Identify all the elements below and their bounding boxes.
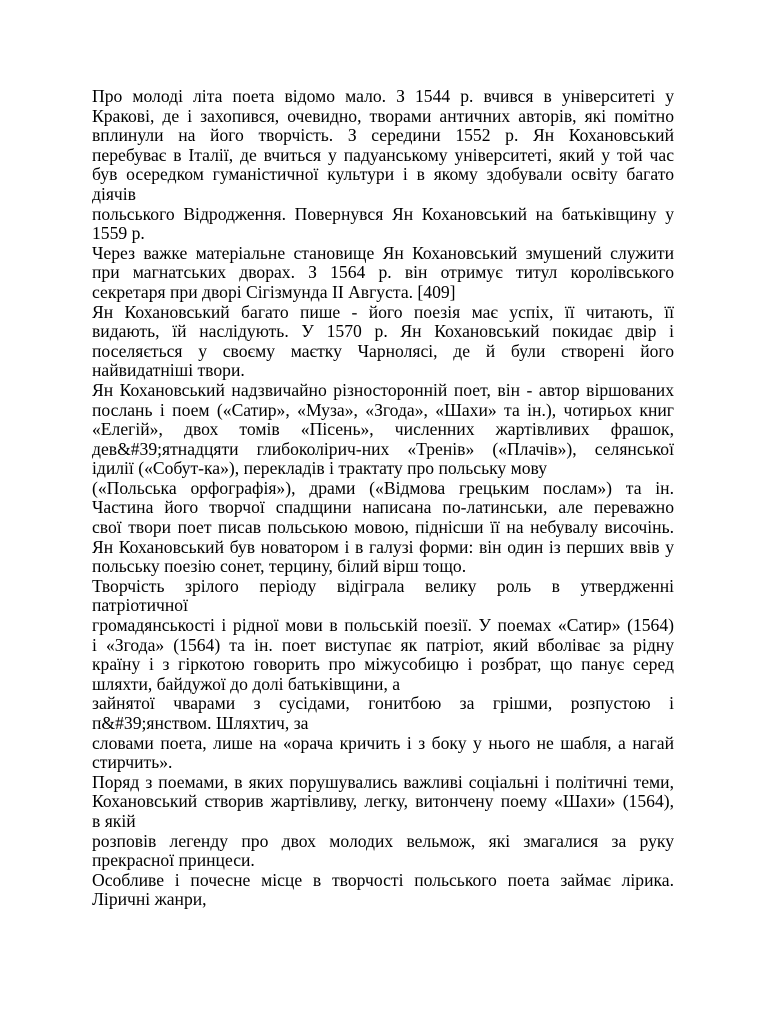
text-line: розповів легенду про двох молодих вельмож, які змагалися за руку — [92, 830, 674, 851]
text-line: зайнятої чварами з сусідами, гонитбою за грішми, розпустою і — [92, 693, 674, 714]
text-line: країну і з гіркотою говорить про міжусобицю і розбрат, що панує серед — [92, 654, 674, 675]
text-line: польську поезію сонет, терцину, білий вірш тощо. — [92, 556, 467, 577]
text-line: Частина його творчої спадщини написана по-латинськи, але переважно — [92, 497, 674, 518]
text-line: «Елегій», двох томів «Пісень», численних жартівливих фрашок, — [92, 419, 674, 440]
text-line: в якій — [92, 810, 136, 831]
text-line: Ліричні жанри, — [92, 889, 207, 910]
text-line: Поряд з поемами, в яких порушувались важливі соціальні і політичні теми, — [92, 771, 674, 792]
text-line: свої твори поет писав польською мовою, піднісши її на небувалу височінь. — [92, 517, 674, 538]
text-line: видають, їй наслідують. У 1570 р. Ян Кохановський покидає двір і — [92, 321, 674, 342]
text-line: був осередком гуманістичної культури і в якому здобували освіту багато — [92, 164, 674, 185]
text-line: («Польська орфографія»), драми («Відмова грецьким послам») та ін. — [92, 477, 674, 498]
text-line: прекрасної принцеси. — [92, 850, 255, 871]
text-line: вплинули на його творчість. З середини 1552 р. Ян Кохановський — [92, 125, 674, 146]
text-line: Через важке матеріальне становище Ян Кохановський змушений служити — [92, 242, 674, 263]
text-line: секретаря при дворі Сігізмунда II Августа. [409] — [92, 281, 456, 302]
text-line: поселяється у своєму маєтку Чарнолясі, де й були створені його — [92, 340, 674, 361]
text-line: Особливе і почесне місце в творчості польського поета займає лірика. — [92, 869, 674, 890]
text-line: ідилії («Собут-ка»), перекладів і трактату про польську мову — [92, 458, 548, 479]
text-line: 1559 р. — [92, 223, 145, 244]
text-line: послань і поем («Сатир», «Муза», «Згода», «Шахи» та ін.), чотирьох книг — [92, 399, 674, 420]
text-line: стирчить». — [92, 752, 173, 773]
text-line: п&#39;янством. Шляхтич, за — [92, 713, 309, 733]
text-line: дев&#39;ятнадцяти глибоколірич-них «Тренів» («Плачів»), селянської — [92, 438, 674, 459]
text-line: шляхти, байдужої до долі батьківщини, а — [92, 673, 401, 694]
text-line: словами поета, лише на «орача кричить і з боку у нього не шабля, а нагай — [92, 732, 674, 753]
text-line: Ян Кохановський багато пише - його поезія має успіх, її читають, її — [92, 301, 674, 322]
text-line: громадянськості і рідної мови в польській поезії. У поемах «Сатир» (1564) — [92, 615, 674, 636]
text-line: польського Відродження. Повернувся Ян Кохановський на батьківщину у — [92, 203, 674, 224]
text-line: Кракові, де і захопився, очевидно, творами античних авторів, які помітно — [92, 105, 674, 126]
text-line: діячів — [92, 183, 136, 204]
text-line: перебуває в Італії, де вчиться у падуанському університеті, який у той час — [92, 144, 674, 165]
text-line: і «Згода» (1564) та ін. поет виступає як патріот, який вболіває за рідну — [92, 634, 674, 655]
text-line: Про молоді літа поета відомо мало. З 1544 р. вчився в університеті у — [92, 86, 674, 106]
text-line: при магнатських дворах. З 1564 р. він отримує титул королівського — [92, 262, 674, 283]
text-line: найвидатніші твори. — [92, 360, 245, 381]
document-page — [92, 87, 674, 910]
text-line: Ян Кохановський був новатором і в галузі форми: він один із перших ввів у — [92, 536, 674, 557]
text-line: Ян Кохановський надзвичайно різносторонній поет, він - автор віршованих — [92, 379, 674, 400]
text-line: патріотичної — [92, 595, 188, 616]
text-line: Творчість зрілого періоду відіграла велику роль в утвердженні — [92, 575, 674, 596]
text-line: Кохановський створив жартівливу, легку, витончену поему «Шахи» (1564), — [92, 791, 674, 812]
